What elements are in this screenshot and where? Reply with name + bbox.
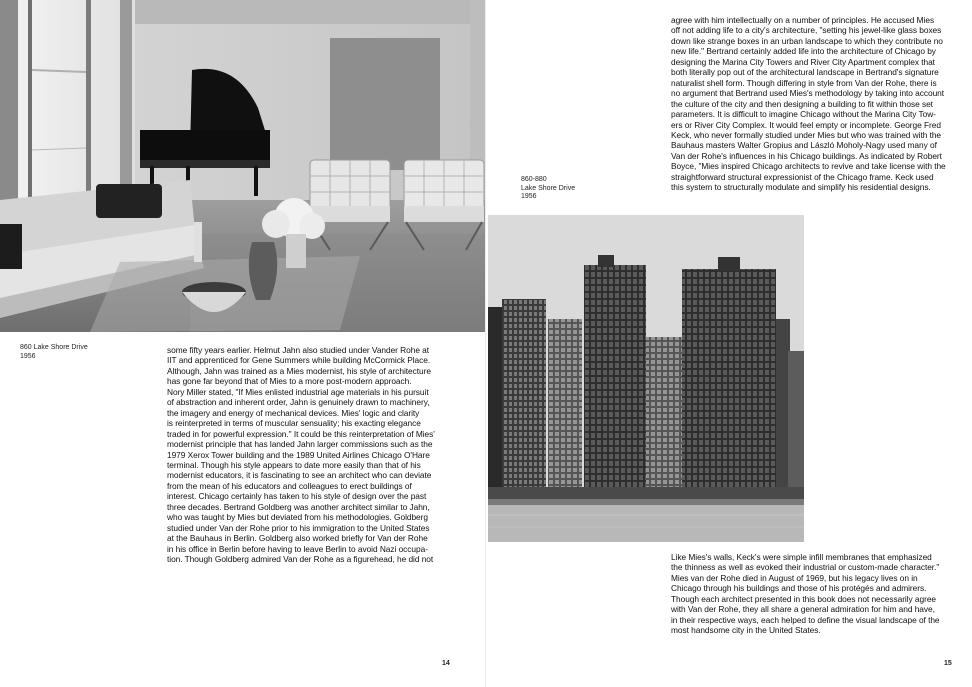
text-line: modernist educators, it is fascinating to see an architect who can deviate: [167, 470, 432, 481]
text-line: in their respective ways, each helped to define the visual landscape of the: [671, 614, 940, 625]
text-line: straightforward structural expressionist of the Chicago frame. Keck used: [671, 171, 934, 182]
interior-photo-image: [0, 0, 485, 332]
text-line: no argument that Bertrand used Mies's methodology by taking into account: [671, 88, 945, 99]
text-line: interest. Chicago certainly has taken to his style of design over the past: [167, 491, 427, 502]
text-line: Keck, who never formally studied under Mies but who was trained with the: [671, 129, 942, 140]
towers-photo: [488, 215, 804, 542]
towers-photo-image: [488, 215, 804, 542]
text-line: in his office in Berlin before having to leave Berlin to avoid Nazi occupa-: [167, 543, 428, 554]
text-line: both literally pop out of the architectural landscape in Bertrand's signature: [671, 67, 939, 78]
text-line: from the mean of his educators and colleagues to erect buildings of: [167, 480, 412, 491]
text-line: the culture of the city and then designing a building to fit within those set: [671, 98, 933, 109]
right-page: [486, 0, 972, 687]
text-line: Although, Jahn was trained as a Mies modernist, his style of architecture: [167, 365, 431, 376]
text-line: agree with him intellectually on a number of principles. He accused Mies: [671, 15, 935, 25]
right-bottom-body-text: [671, 552, 940, 636]
text-line: IIT and apprenticed for Gene Summers while building McCormick Place.: [167, 355, 431, 366]
text-line: 1979 Xerox Tower building and the 1989 United Airlines Chicago O'Hare: [167, 449, 430, 460]
caption-year: 1956: [521, 193, 537, 200]
text-line: this system to structurally modulate and simplify his residential designs.: [671, 182, 931, 193]
towers-photo-caption: [521, 176, 575, 202]
text-line: parameters. It is difficult to imagine Chicago without the Marina City Tow-: [671, 109, 936, 120]
text-line: Chicago through his buildings and those of his protégés and admirers.: [671, 583, 927, 594]
text-line: most handsome city in the United States.: [671, 625, 821, 636]
text-line: Like Mies's walls, Keck's were simple infill membranes that emphasized: [671, 552, 932, 562]
text-line: some fifty years earlier. Helmut Jahn also studied under Vander Rohe at: [167, 345, 430, 355]
text-line: designing the Marina City Towers and River City Apartment complex that: [671, 56, 935, 67]
text-line: Though each architect presented in this book does not necessarily agree: [671, 593, 937, 604]
text-line: of abstraction and inherent order, Jahn is genuinely drawn to machinery,: [167, 397, 430, 408]
text-line: Mies van der Rohe died in August of 1969, but his legacy lives on in: [671, 572, 918, 583]
text-line: Nory Miller stated, "If Mies enlisted industrial age materials in his pursuit: [167, 386, 429, 397]
text-line: Van der Rohe's influences in his Chicago buildings. As indicated by Robert: [671, 150, 942, 161]
text-line: Bauhaus masters Walter Gropius and László Moholy-Nagy used many of: [671, 140, 937, 151]
text-line: modernist principle that has landed Jahn larger commissions such as the: [167, 439, 433, 450]
text-line: ers or River City Complex. It would feel empty or incomplete. George Fred: [671, 119, 941, 130]
caption-year: 1956: [20, 352, 36, 360]
text-line: terminal. Though his style appears to date more easily than that of his: [167, 459, 421, 470]
right-top-body-text: [671, 15, 946, 193]
text-line: at the Bauhaus in Berlin. Goldberg also worked briefly for Van der Rohe: [167, 533, 428, 544]
caption-title: 860 Lake Shore Drive: [20, 344, 88, 351]
text-line: studied under Van der Rohe prior to his immigration to the United States: [167, 522, 430, 533]
text-line: three decades. Bertrand Goldberg was another architect similar to Jahn,: [167, 501, 430, 512]
text-line: who was taught by Mies but deviated from his methodologies. Goldberg: [167, 512, 428, 523]
text-line: off not adding life to a city's architecture, "setting his jewel-like glass boxes: [671, 25, 942, 36]
text-line: the thinness as well as evoked their industrial or custom-made character.": [671, 562, 940, 573]
page-number-right: 15: [944, 660, 952, 667]
caption-address-number: 860-880: [521, 176, 547, 183]
interior-photo-caption: [20, 344, 88, 361]
left-body-text: [167, 345, 435, 565]
text-line: Boyce, "Mies inspired Chicago architects to revive and take license with the: [671, 161, 946, 172]
text-line: naturalist shell form. Though differing in style from Van der Rohe, there is: [671, 77, 937, 88]
caption-address-street: Lake Shore Drive: [521, 184, 576, 192]
text-line: the imagery and energy of mechanical devices. Mies' logic and clarity: [167, 407, 420, 418]
text-line: with Van der Rohe, they all share a general admiration for him and have,: [671, 604, 935, 615]
text-line: new life." Bertrand certainly added life into the architecture of Chicago by: [671, 46, 936, 57]
text-line: down like strange boxes in an urban landscape to which they contribute no: [671, 35, 943, 46]
page-number-left: 14: [442, 660, 450, 667]
interior-photo: [0, 0, 485, 332]
text-line: is reinterpreted in terms of muscular sensuality; his exacting elegance: [167, 418, 421, 429]
text-line: tion. Though Goldberg admired Van der Rohe as a figurehead, he did not: [167, 554, 434, 565]
text-line: has gone far beyond that of Mies to a more post-modern approach.: [167, 376, 412, 387]
text-line: traded in for powerful expression." It could be this reinterpretation of Mies': [167, 428, 435, 439]
